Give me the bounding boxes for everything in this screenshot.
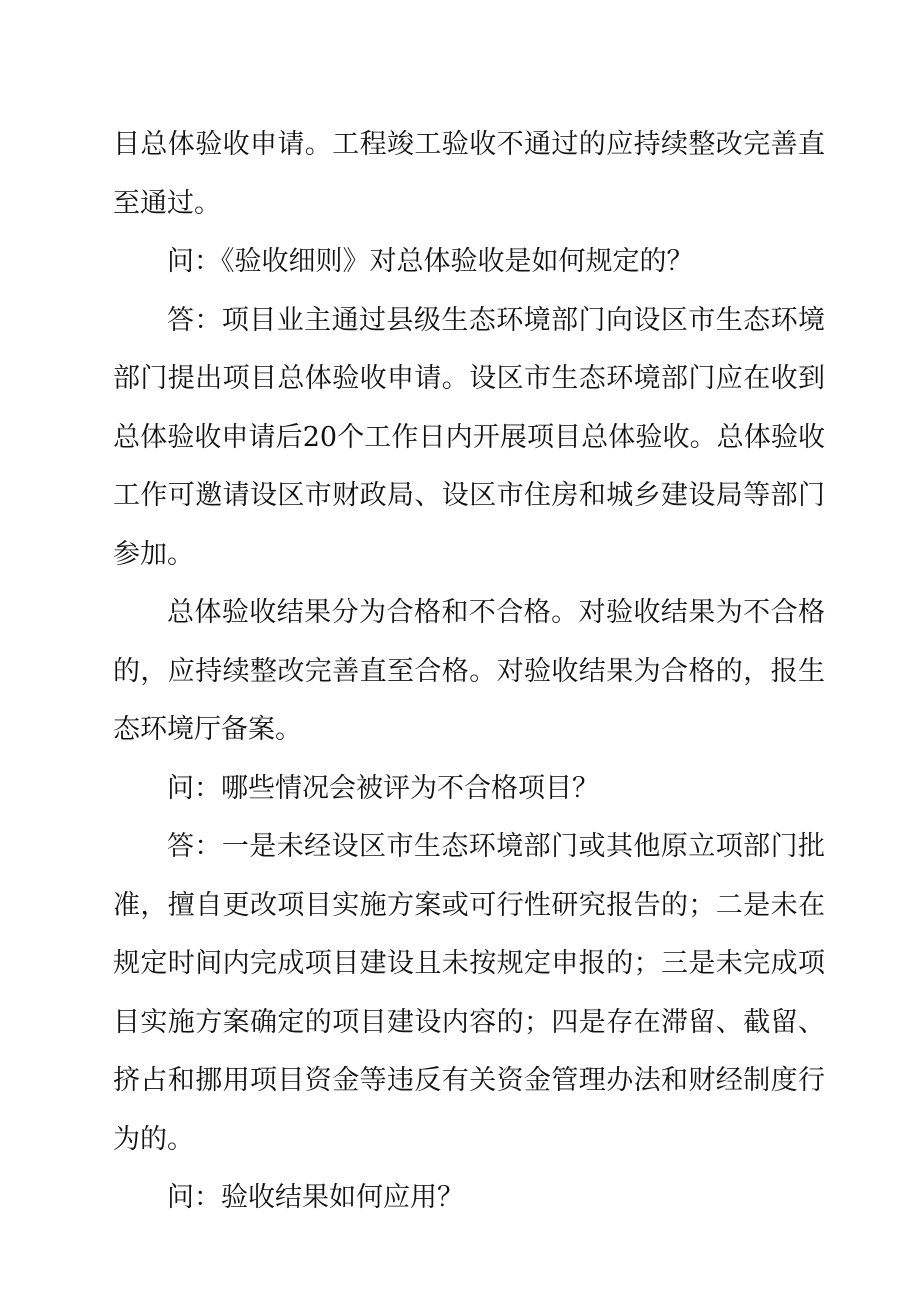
paragraph-question-1: 问：《验收细则》对总体验收是如何规定的？ — [167, 246, 694, 277]
paragraph-question-2: 问：哪些情况会被评为不合格项目？ — [167, 772, 599, 804]
document-body — [113, 116, 825, 1228]
paragraph-continuation: 目总体验收申请。工程竣工验收不通过的应持续整改完善直至通过。 — [113, 129, 825, 219]
paragraph-answer-1: 答：项目业主通过县级生态环境部门向设区市生态环境部门提出项目总体验收申请。设区市生态环境部门应在收到总体验收申请后20个工作日内开展项目总体验收。总体验收工作可邀请设区市财政局、设区市住房和城乡建设局等部门参加。 — [113, 304, 825, 570]
paragraph-question-3: 问：验收结果如何应用？ — [167, 1182, 464, 1213]
paragraph-answer-2: 答：一是未经设区市生态环境部门或其他原立项部门批准，擅自更改项目实施方案或可行性研究报告的；二是未在规定时间内完成项目建设且未按规定申报的；三是未完成项目实施方案确定的项目建设内容的；四是存在滞留、截留、挤占和挪用项目资金等违反有关资金管理办法和财经制度行为的。 — [113, 831, 825, 1155]
paragraph-answer-1-result: 总体验收结果分为合格和不合格。对验收结果为不合格的，应持续整改完善直至合格。对验收结果为合格的，报生态环境厅备案。 — [113, 597, 825, 745]
